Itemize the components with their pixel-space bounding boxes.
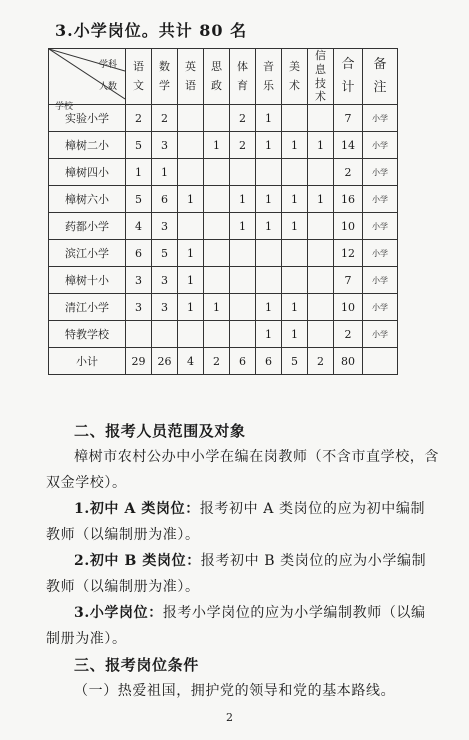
note-cell: 小学	[363, 159, 398, 186]
column-header: 音乐	[256, 49, 282, 105]
school-name-cell: 药都小学	[49, 213, 126, 240]
total-cell: 80	[334, 348, 363, 375]
count-cell: 1	[256, 213, 282, 240]
column-header: 合计	[334, 49, 363, 105]
count-cell: 5	[152, 240, 178, 267]
column-header: 语文	[126, 49, 152, 105]
count-cell: 1	[282, 294, 308, 321]
count-cell: 12	[334, 240, 363, 267]
count-cell	[152, 321, 178, 348]
count-cell: 1	[152, 159, 178, 186]
total-cell: 2	[308, 348, 334, 375]
section-2-item-2: 2.初中 B 类岗位：报考初中 B 类岗位的应为小学编制教师（以编制册为准）。	[46, 553, 427, 595]
school-name-cell: 樟树四小	[49, 159, 126, 186]
count-cell	[178, 159, 204, 186]
count-cell: 2	[126, 105, 152, 132]
total-cell: 29	[126, 348, 152, 375]
count-cell: 14	[334, 132, 363, 159]
count-cell: 1	[204, 294, 230, 321]
count-cell	[308, 321, 334, 348]
count-cell: 4	[126, 213, 152, 240]
count-cell: 3	[126, 294, 152, 321]
count-cell: 1	[230, 213, 256, 240]
count-cell	[282, 105, 308, 132]
count-cell: 1	[308, 186, 334, 213]
count-cell	[282, 267, 308, 294]
section-2-intro: 樟树市农村公办中小学在编在岗教师（不含市直学校，含双金学校）。	[46, 449, 439, 491]
count-cell	[204, 321, 230, 348]
count-cell	[204, 105, 230, 132]
note-cell: 小学	[363, 267, 398, 294]
count-cell	[204, 213, 230, 240]
table-row	[49, 132, 398, 159]
note-cell: 小学	[363, 321, 398, 348]
note-cell: 小学	[363, 105, 398, 132]
count-cell: 1	[282, 186, 308, 213]
count-cell: 1	[308, 132, 334, 159]
count-cell: 5	[126, 186, 152, 213]
count-cell	[308, 105, 334, 132]
school-name-cell: 特教学校	[49, 321, 126, 348]
count-cell: 1	[178, 240, 204, 267]
section-2	[46, 418, 439, 704]
count-cell	[308, 240, 334, 267]
count-cell: 5	[126, 132, 152, 159]
count-cell	[282, 159, 308, 186]
count-cell	[256, 267, 282, 294]
count-cell	[256, 159, 282, 186]
count-cell: 3	[152, 267, 178, 294]
column-header: 体育	[230, 49, 256, 105]
count-cell	[178, 213, 204, 240]
school-name-cell: 樟树十小	[49, 267, 126, 294]
count-cell: 1	[230, 186, 256, 213]
count-cell	[204, 186, 230, 213]
note-cell: 小学	[363, 186, 398, 213]
count-cell: 10	[334, 213, 363, 240]
table-header-row	[49, 49, 398, 105]
corner-label-count: 人数	[99, 82, 118, 92]
section-3-title: 三、报考岗位条件	[74, 656, 199, 674]
count-cell: 6	[126, 240, 152, 267]
school-name-cell: 滨江小学	[49, 240, 126, 267]
count-cell: 3	[152, 213, 178, 240]
school-name-cell: 樟树六小	[49, 186, 126, 213]
count-cell	[230, 240, 256, 267]
count-cell: 3	[152, 132, 178, 159]
count-cell	[308, 213, 334, 240]
total-row	[49, 348, 398, 375]
count-cell	[230, 159, 256, 186]
count-cell: 1	[256, 294, 282, 321]
page-number: 2	[226, 711, 233, 724]
note-cell: 小学	[363, 213, 398, 240]
count-cell	[282, 240, 308, 267]
count-cell: 1	[256, 321, 282, 348]
column-header: 备注	[363, 49, 398, 105]
count-cell	[230, 294, 256, 321]
column-header: 信息技术	[308, 49, 334, 105]
count-cell: 1	[126, 159, 152, 186]
count-cell: 1	[178, 186, 204, 213]
allocation-table	[48, 48, 398, 375]
count-cell	[178, 321, 204, 348]
table-row	[49, 159, 398, 186]
count-cell	[204, 267, 230, 294]
count-cell: 7	[334, 267, 363, 294]
count-cell	[308, 159, 334, 186]
count-cell: 7	[334, 105, 363, 132]
count-cell: 6	[152, 186, 178, 213]
section-2-title: 二、报考人员范围及对象	[74, 422, 246, 440]
count-cell	[178, 105, 204, 132]
school-name-cell: 樟树二小	[49, 132, 126, 159]
count-cell	[308, 267, 334, 294]
section-2-item-3: 3.小学岗位：报考小学岗位的应为小学编制教师（以编制册为准）。	[46, 605, 426, 647]
total-cell: 2	[204, 348, 230, 375]
column-header: 美术	[282, 49, 308, 105]
count-cell: 1	[256, 186, 282, 213]
column-header: 数学	[152, 49, 178, 105]
total-cell: 5	[282, 348, 308, 375]
total-cell: 4	[178, 348, 204, 375]
count-cell	[204, 159, 230, 186]
column-header: 英语	[178, 49, 204, 105]
count-cell	[256, 240, 282, 267]
school-name-cell: 实验小学	[49, 105, 126, 132]
total-cell: 6	[256, 348, 282, 375]
section-2-item-1: 1.初中 A 类岗位：报考初中 A 类岗位的应为初中编制教师（以编制册为准）。	[46, 501, 426, 543]
total-cell	[363, 348, 398, 375]
count-cell: 16	[334, 186, 363, 213]
count-cell	[230, 321, 256, 348]
school-name-cell: 清江小学	[49, 294, 126, 321]
count-cell: 1	[282, 132, 308, 159]
section-3-item-1: （一）热爱祖国，拥护党的领导和党的基本路线。	[74, 683, 396, 699]
count-cell: 1	[256, 105, 282, 132]
count-cell: 3	[126, 267, 152, 294]
section-heading: 3.小学岗位。共计 80 名	[55, 21, 248, 40]
table-row	[49, 186, 398, 213]
corner-label-school: 学校	[55, 102, 74, 112]
note-cell: 小学	[363, 132, 398, 159]
note-cell: 小学	[363, 240, 398, 267]
count-cell: 2	[334, 159, 363, 186]
note-cell: 小学	[363, 294, 398, 321]
table-row	[49, 267, 398, 294]
count-cell: 1	[256, 132, 282, 159]
total-cell: 6	[230, 348, 256, 375]
count-cell: 1	[178, 267, 204, 294]
count-cell: 10	[334, 294, 363, 321]
corner-label-subject: 学科	[99, 60, 118, 70]
count-cell: 2	[152, 105, 178, 132]
count-cell: 1	[282, 321, 308, 348]
table-row	[49, 213, 398, 240]
count-cell	[230, 267, 256, 294]
table-row	[49, 240, 398, 267]
count-cell	[178, 132, 204, 159]
count-cell: 2	[230, 105, 256, 132]
total-cell: 26	[152, 348, 178, 375]
table-row	[49, 294, 398, 321]
table-row	[49, 321, 398, 348]
count-cell: 1	[282, 213, 308, 240]
count-cell	[308, 294, 334, 321]
table-corner-cell	[49, 49, 126, 112]
count-cell: 1	[178, 294, 204, 321]
count-cell: 1	[204, 132, 230, 159]
total-label-cell: 小计	[49, 348, 126, 375]
count-cell	[126, 321, 152, 348]
count-cell: 2	[230, 132, 256, 159]
count-cell: 3	[152, 294, 178, 321]
count-cell	[204, 240, 230, 267]
column-header: 思政	[204, 49, 230, 105]
count-cell: 2	[334, 321, 363, 348]
